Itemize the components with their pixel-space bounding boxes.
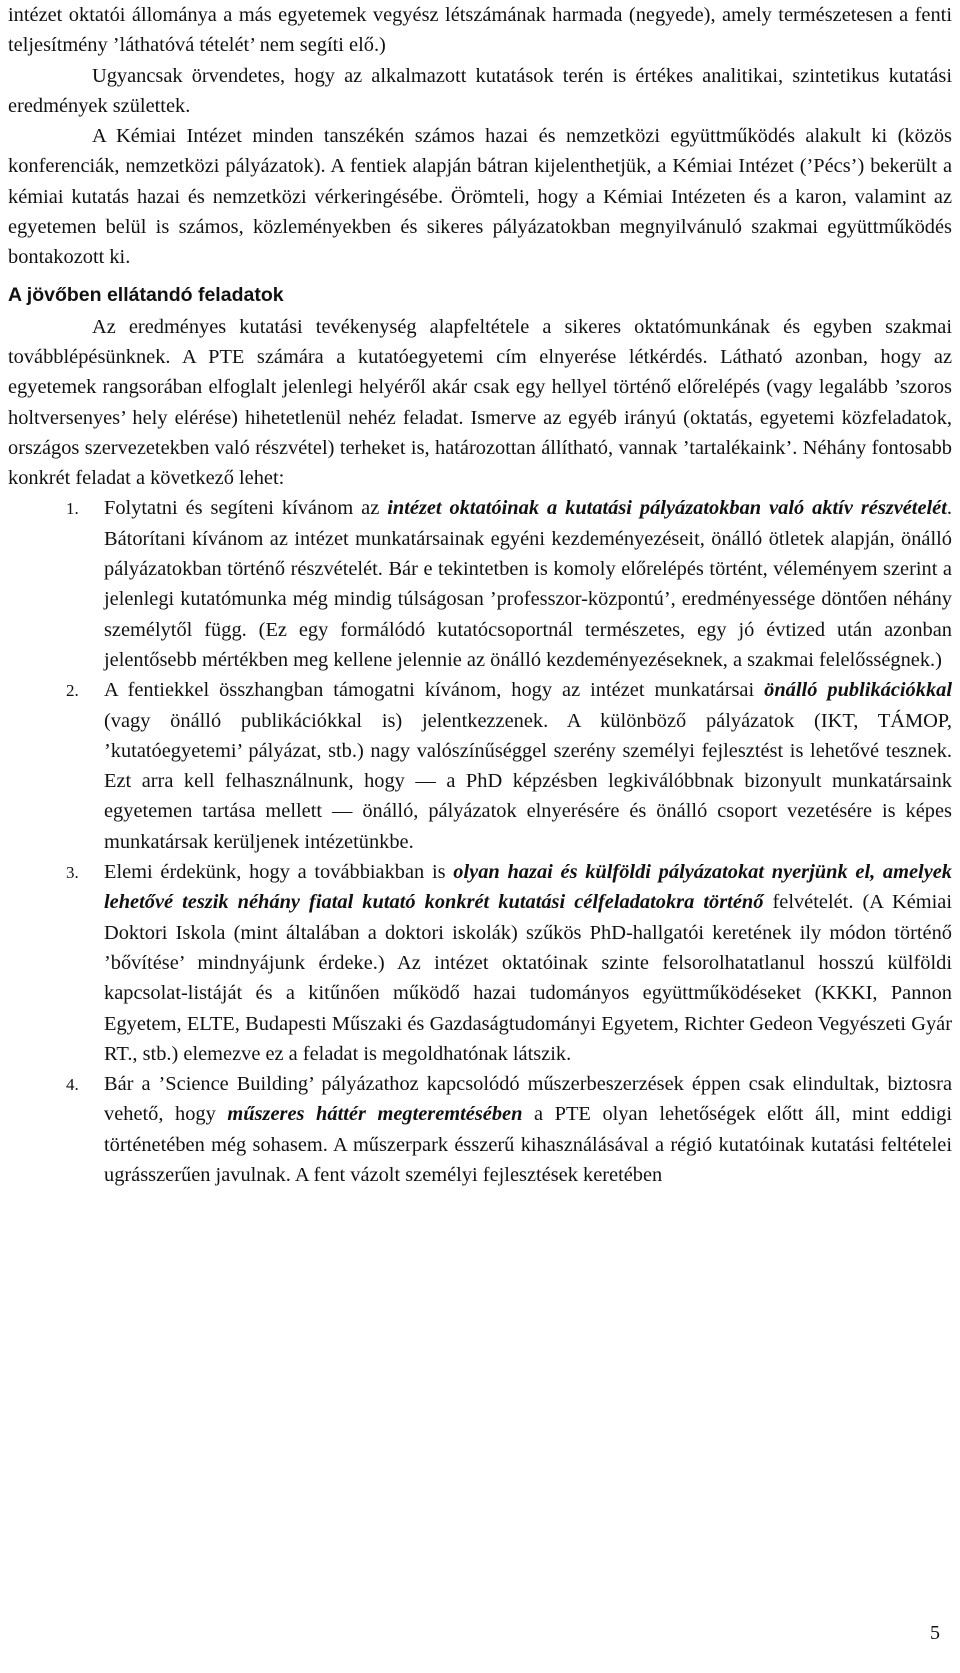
list-text-post: . Bátorítani kívánom az intézet munkatársainak egyéni kezdeményezéseit, önálló ötletek alapján, önálló pályázatokban történő részvételét. Bár e tekintetben is komoly előrelépés történt, véleményem szerint a jelenlegi kutatómunka még mindig túlságosan ’professzor-központú’, eredményessége döntően néhány személytől függ. (Ez egy formálódó kutatócsoportnál természetes, egy jó évtized után azonban jelentősebb mértékben meg kellene jelennie az önálló kezdeményezéseknek, a szakmai felelősségnek.) <box>104 497 952 671</box>
list-text-pre: Folytatni és segíteni kívánom az <box>104 497 388 520</box>
paragraph-3: A Kémiai Intézet minden tanszékén számos hazai és nemzetközi együttműködés alakult ki (közös konferenciák, nemzetközi pályázatok). A fentiek alapján bátran kijelenthetjük, a Kémiai Intézet (’Pécs’) bekerült a kémiai kutatás hazai és nemzetközi vérkeringésébe. Örömteli, hogy a Kémiai Intézeten és a karon, valamint az egyetemen belül is számos, közleményekben és sikeres pályázatokban megnyilvánuló szakmai együttműködés bontakozott ki. <box>8 125 952 269</box>
list-item-2 <box>8 675 952 857</box>
paragraph-2: Ugyancsak örvendetes, hogy az alkalmazott kutatások terén is értékes analitikai, szintetikus kutatási eredmények születtek. <box>8 64 952 117</box>
list-text-post: (vagy önálló publikációkkal is) jelentkezzenek. A különböző pályázatok (IKT, TÁMOP, ’kutatóegyetemi’ pályázat, stb.) nagy valószínűséggel szerény személyi fejlesztést is lehetővé tesznek. Ezt arra kell felhasználnunk, hogy — a PhD képzésben legkiválóbbnak bizonyult munkatársaink egyetemen tartása mellett — önálló, pályázatok elnyerésére és önálló csoport vezetésére is képes munkatársak kerüljenek intézetünkbe. <box>104 709 952 853</box>
list-number: 1. <box>66 499 79 519</box>
list-text-emphasis: műszeres háttér megteremtésében <box>227 1103 523 1126</box>
list-text-pre: Elemi érdekünk, hogy a továbbiakban is <box>104 861 454 884</box>
list-item-3 <box>8 857 952 1069</box>
section-heading: A jövőben ellátandó feladatok <box>8 283 284 306</box>
task-list <box>8 493 952 1190</box>
page-number: 5 <box>930 1622 940 1644</box>
list-text-emphasis: olyan hazai és külföldi pályázatokat nyerjünk el, amelyek lehetővé teszik néhány fiatal kutató konkrét kutatási célfeladatokra történő <box>104 861 952 914</box>
paragraph-1: intézet oktatói állománya a más egyetemek vegyész létszámának harmada (negyede), amely természetesen a fenti teljesítmény ’láthatóvá tételét’ nem segíti elő.) <box>8 4 952 57</box>
list-item-4 <box>8 1069 952 1190</box>
list-text-emphasis: intézet oktatóinak a kutatási pályázatokban való aktív részvételét <box>387 497 947 520</box>
list-text-pre: Bár a ’Science Building’ pályázathoz kapcsolódó műszerbeszerzések éppen csak elindultak, biztosra vehető, hogy <box>104 1073 952 1126</box>
list-item-1 <box>8 493 952 675</box>
list-number: 3. <box>66 863 79 883</box>
list-text-post: a PTE olyan lehetőségek előtt áll, mint eddigi történetében még sohasem. A műszerpark ésszerű kihasználásával a régió kutatóinak kutatási feltételei ugrásszerűen javulnak. A fent vázolt személyi fejlesztések keretében <box>104 1103 952 1186</box>
document-page <box>8 0 952 1190</box>
section-intro: Az eredményes kutatási tevékenység alapfeltétele a sikeres oktatómunkának és egyben szakmai továbblépésünknek. A PTE számára a kutatóegyetemi cím elnyerése létkérdés. Látható azonban, hogy az egyetemek rangsorában elfoglalt jelenlegi helyéről akár csak egy hellyel történő előrelépés (vagy legalább ’szoros holtversenyes’ hely elérése) hihetetlenül nehéz feladat. Ismerve az egyéb irányú (oktatás, egyetemi közfeladatok, országos szervezetekben való részvétel) terheket is, határozottan állítható, vannak ’tartalékaink’. Néhány fontosabb konkrét feladat a következő lehet: <box>8 315 952 490</box>
list-text-post: felvételét. (A Kémiai Doktori Iskola (mint általában a doktori iskolák) szűkös PhD-hallgatói keretének ily módon történő ’bővítése’ mindnyájunk érdeke.) Az intézet oktatóinak szinte felsorolhatatlanul hosszú külföldi kapcsolat-listáját és a kitűnően működő hazai tudományos együttműködéseket (KKKI, Pannon Egyetem, ELTE, Budapesti Műszaki és Gazdaságtudományi Egyetem, Richter Gedeon Vegyészeti Gyár RT., stb.) elemezve ez a feladat is megoldhatónak látszik. <box>104 891 952 1065</box>
list-number: 2. <box>66 681 79 701</box>
list-text-emphasis: önálló publikációkkal <box>764 679 953 702</box>
list-number: 4. <box>66 1075 79 1095</box>
list-text-pre: A fentiekkel összhangban támogatni kívánom, hogy az intézet munkatársai <box>104 679 765 702</box>
